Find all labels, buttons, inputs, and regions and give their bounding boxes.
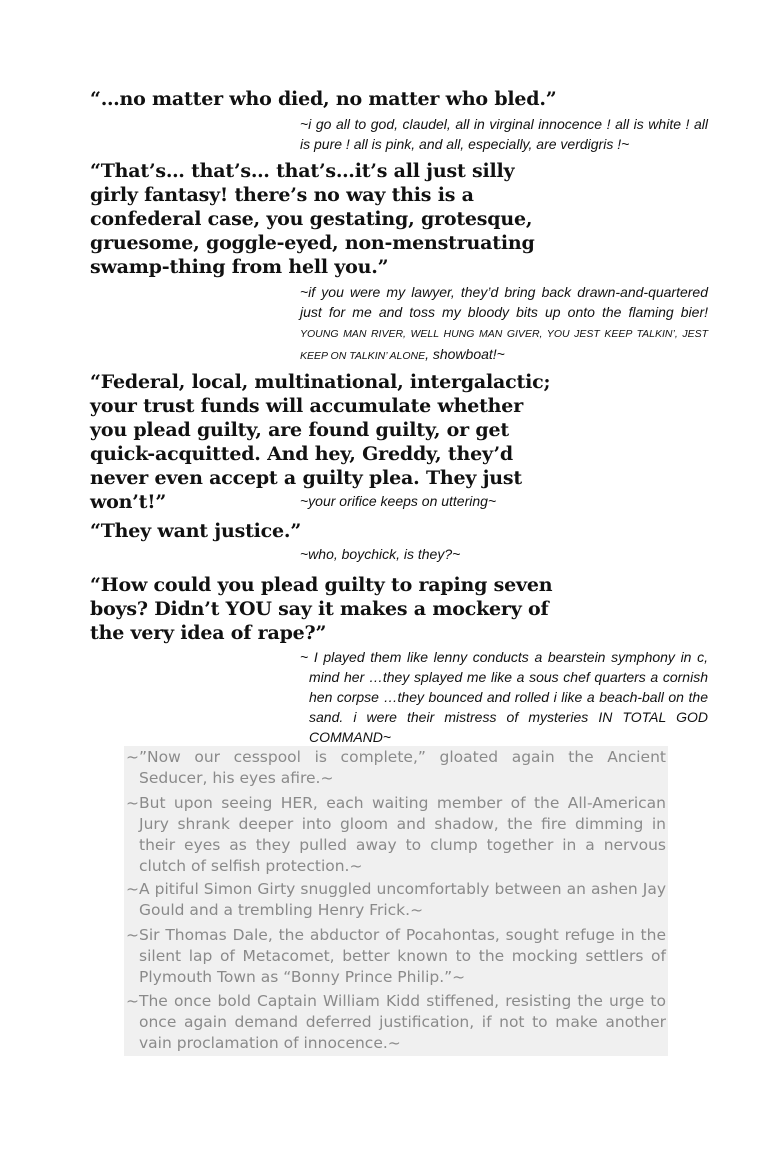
narration-paragraph-3: ~A pitiful Simon Girty snuggled uncomfortably between an ashen Jay Gould and a trembling Henry Frick.~ [126, 880, 666, 919]
aside-2-ending: , showboat!~ [425, 346, 505, 362]
dialogue-quote-5: “How could you plead guilty to raping seven boys? Didn’t YOU say it makes a mockery of the very idea of rape?” [90, 574, 553, 644]
interior-aside-5: ~ I played them like lenny conducts a bearstein symphony in c, mind her …they splayed me like a sous chef quarters a cornish hen corpse …they bounced and rolled i like a beach-ball on the sand. i were their mistress of mysteries IN TOTAL GOD COMMAND~ [300, 649, 708, 745]
aside-2-text: ~if you were my lawyer, they’d bring back drawn-and-quartered just for me and toss my bloody bits up onto the flaming bier! [300, 284, 708, 320]
interior-aside-3: ~your orifice keeps on uttering~ [300, 493, 497, 509]
narration-paragraph-2: ~But upon seeing HER, each waiting member of the All-American Jury shrank deeper into gloom and shadow, the fire dimming in their eyes as they pulled away to clump together in a nervous clutch of selfish protection.~ [126, 794, 666, 875]
dialogue-quote-2: “That’s… that’s… that’s…it’s all just silly girly fantasy! there’s no way this is a confederal case, you gestating, grotesque, gruesome, goggle-eyed, non-menstruating swamp-thing from hell you.” [90, 160, 535, 278]
narration-paragraph-5: ~The once bold Captain William Kidd stiffened, resisting the urge to once again demand deferred justification, if not to make another vain proclamation of innocence.~ [126, 992, 666, 1052]
interior-aside-4: ~who, boychick, is they?~ [300, 546, 461, 562]
dialogue-quote-4: “They want justice.” [90, 520, 302, 542]
narration-paragraph-1: ~”Now our cesspool is complete,” gloated again the Ancient Seducer, his eyes afire.~ [126, 748, 666, 787]
interior-aside-1: ~i go all to god, claudel, all in virginal innocence ! all is white ! all is pure ! all is pink, and all, especially, are verdigris !~ [300, 116, 708, 152]
dialogue-quote-1: “…no matter who died, no matter who bled.” [90, 88, 557, 110]
dialogue-quote-3: “Federal, local, multinational, intergalactic; your trust funds will accumulate whether you plead guilty, are found guilty, or get quick-acquitted. And hey, Greddy, they’d never even accept a guilty plea. They just won’t!” [90, 371, 551, 513]
narration-paragraph-4: ~Sir Thomas Dale, the abductor of Pocahontas, sought refuge in the silent lap of Metacomet, better known to the mocking settlers of Plymouth Town as “Bonny Prince Philip.”~ [126, 926, 666, 986]
aside-2-song-lyric: YOUNG MAN RIVER, WELL HUNG MAN GIVER, YOU JEST KEEP TALKIN’, JEST KEEP ON TALKIN’ ALONE [300, 328, 708, 362]
interior-aside-2 [300, 282, 708, 366]
